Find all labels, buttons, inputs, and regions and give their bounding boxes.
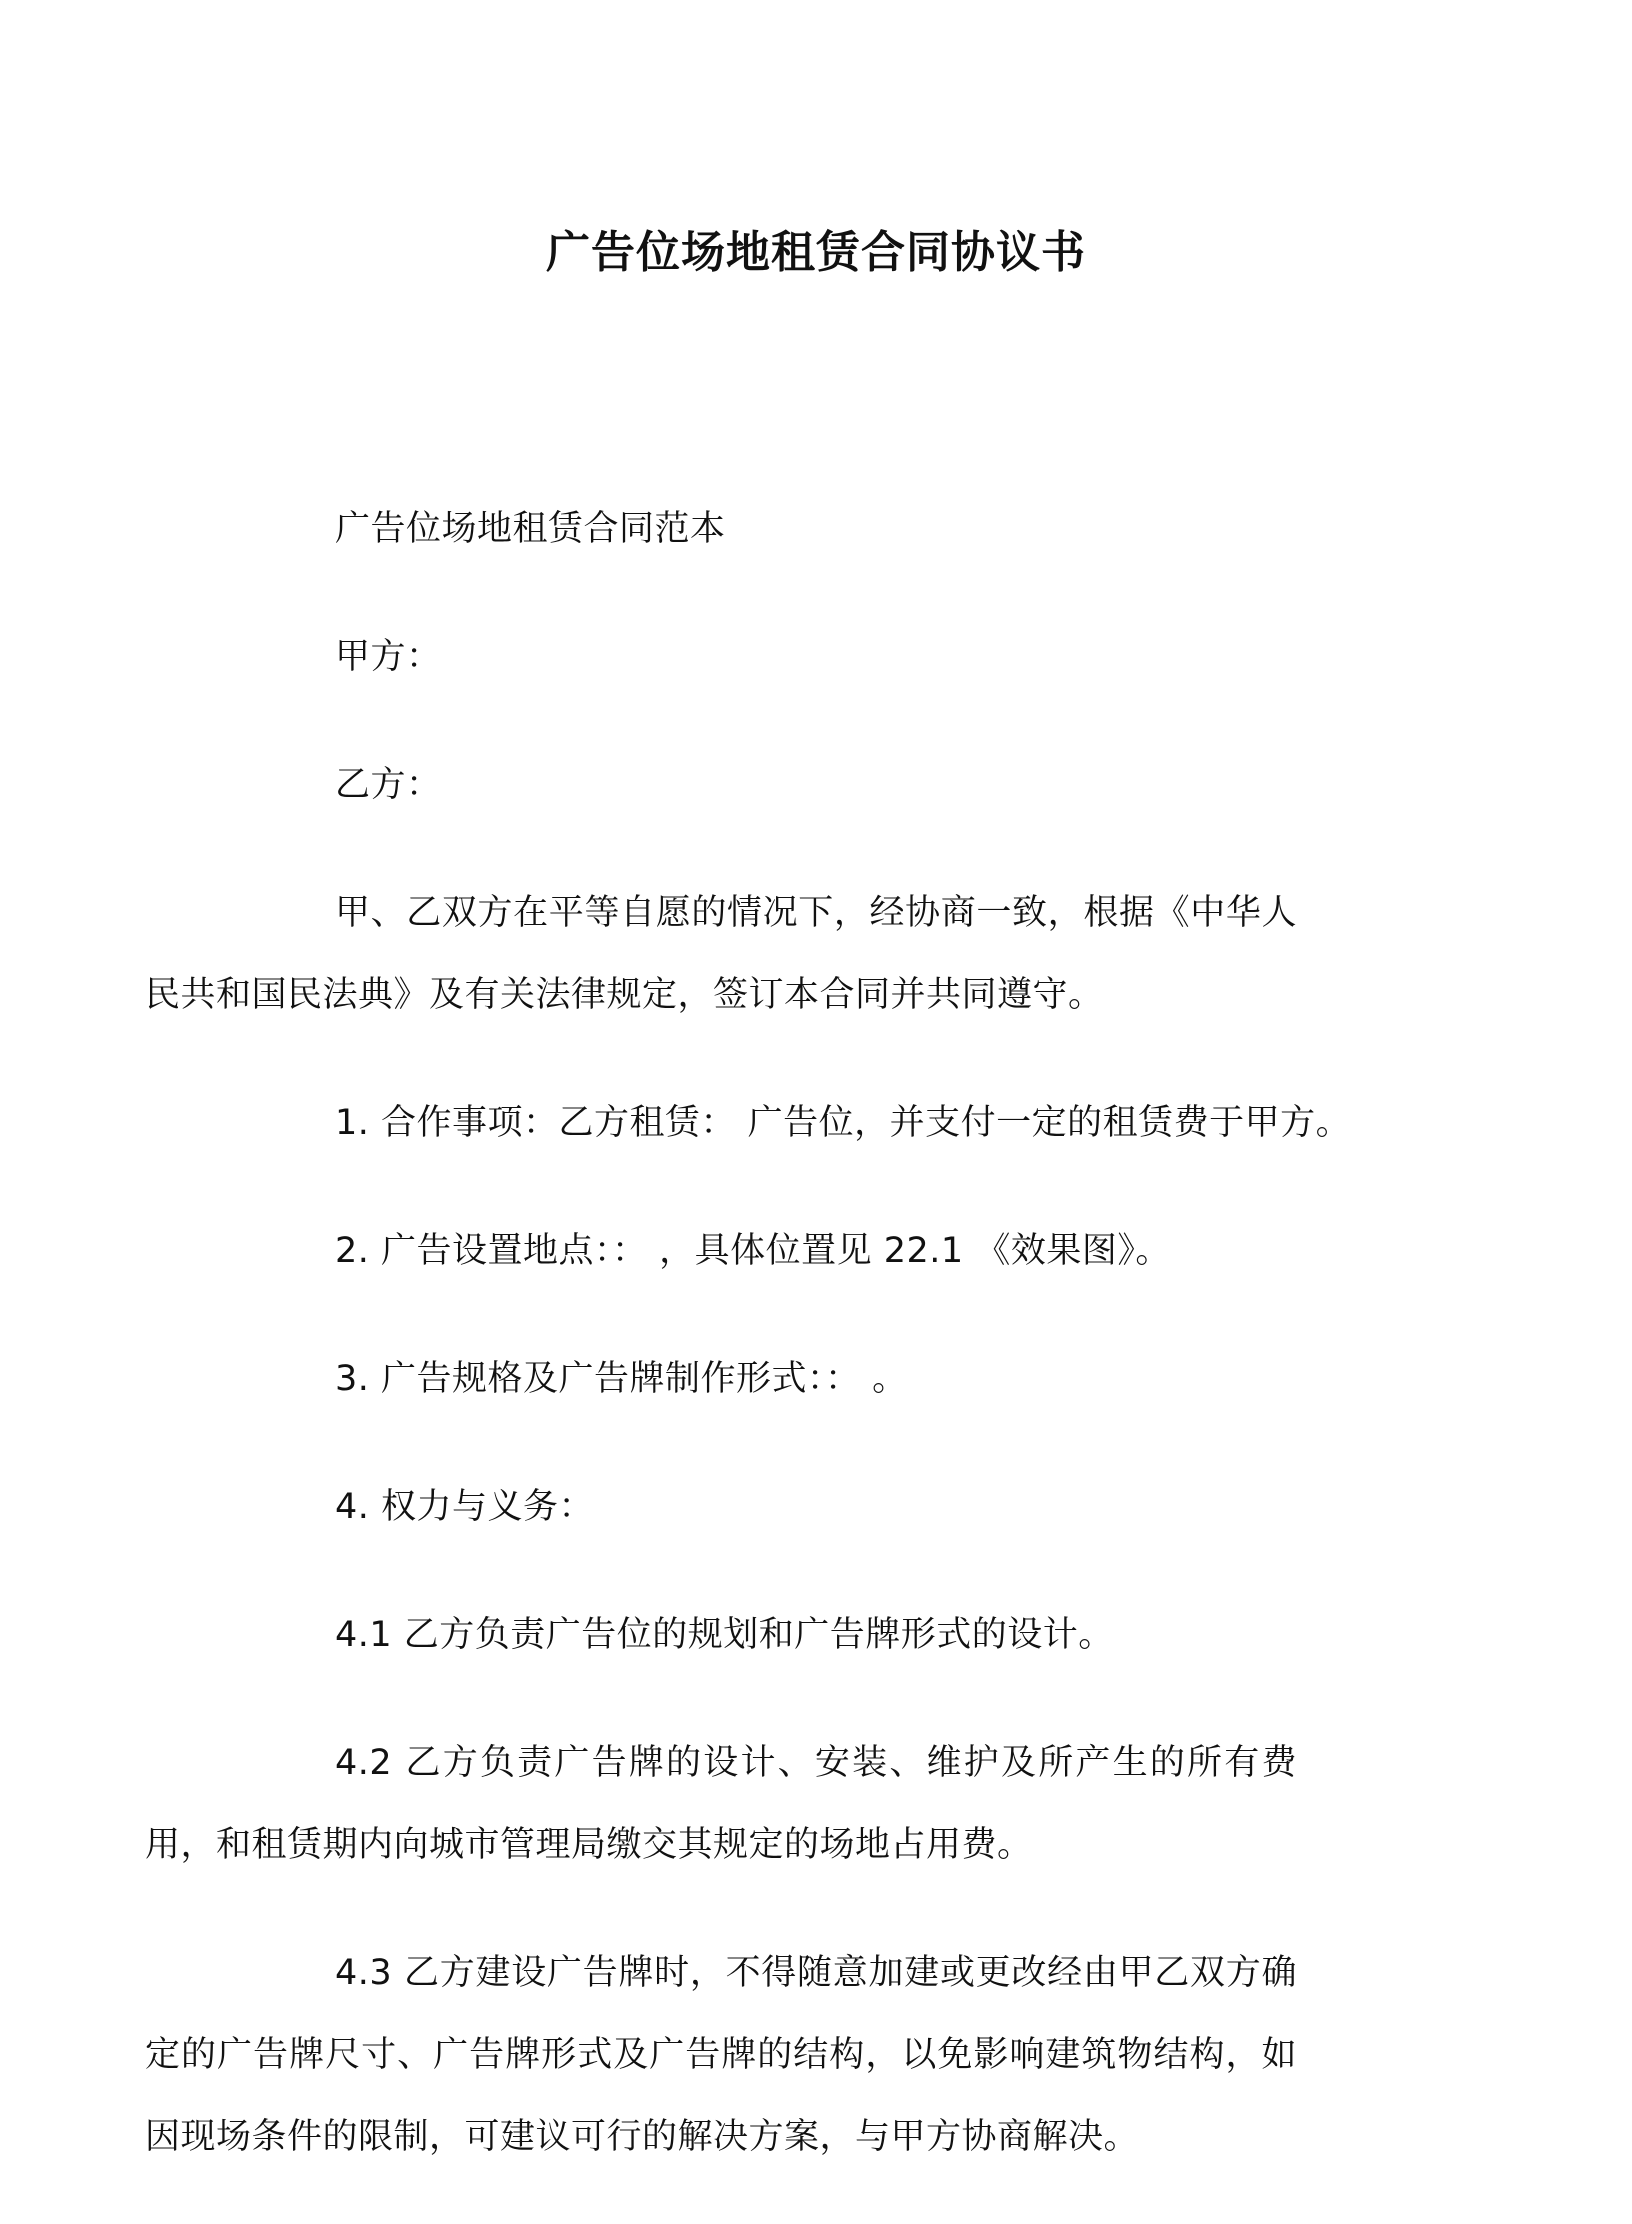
- paragraph-clause-4: 4. 权力与义务：: [335, 1487, 595, 1527]
- document-title: 广告位场地租赁合同协议书: [546, 227, 1086, 278]
- paragraph-clause-4-1: 4.1 乙方负责广告位的规划和广告牌形式的设计。: [335, 1615, 1114, 1655]
- paragraph-clause-2: 2. 广告设置地点：： ，具体位置见 22.1 《效果图》。: [335, 1231, 1171, 1271]
- document-body: [145, 488, 1392, 2224]
- paragraph-clause-1: 1. 合作事项：乙方租赁： 广告位，并支付一定的租赁费于甲方。: [335, 1103, 1352, 1143]
- paragraph-contract-template: 广告位场地租赁合同范本: [335, 509, 726, 549]
- paragraph-clause-4-2: 4.2 乙方负责广告牌的设计、安装、维护及所产生的所有费用，和租赁期内向城市管理局缴交其规定的场地占用费。: [145, 1743, 1297, 1865]
- paragraph-clause-3: 3. 广告规格及广告牌制作形式：： 。: [335, 1359, 908, 1399]
- paragraph-party-b: 乙方：: [335, 765, 442, 805]
- paragraph-clause-4-3: 4.3 乙方建设广告牌时，不得随意加建或更改经由甲乙双方确定的广告牌尺寸、广告牌形式及广告牌的结构，以免影响建筑物结构，如因现场条件的限制，可建议可行的解决方案，与甲方协商解决。: [145, 1953, 1297, 2157]
- paragraph-preamble: 甲、乙双方在平等自愿的情况下，经协商一致，根据《中华人民共和国民法典》及有关法律规定，签订本合同并共同遵守。: [145, 893, 1297, 1015]
- paragraph-party-a: 甲方：: [335, 637, 442, 677]
